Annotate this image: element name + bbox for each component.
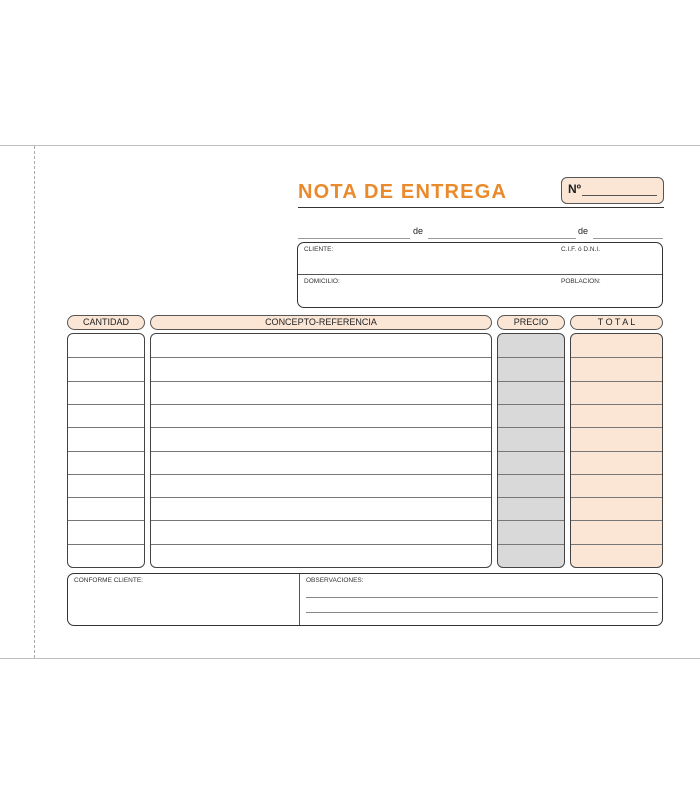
header-total: T O T A L — [570, 315, 663, 330]
table-row-line — [151, 357, 491, 358]
document-title: NOTA DE ENTREGA — [298, 181, 508, 203]
column-concepto[interactable] — [150, 333, 492, 568]
perforation-line — [34, 146, 35, 658]
date-day-field[interactable] — [298, 230, 410, 239]
table-row-line — [68, 520, 144, 521]
table-row-line — [498, 357, 564, 358]
table-row-line — [68, 544, 144, 545]
table-row-line — [68, 451, 144, 452]
observation-line[interactable] — [306, 597, 658, 598]
table-row-line — [571, 381, 662, 382]
header-concepto: CONCEPTO-REFERENCIA — [150, 315, 492, 330]
table-row-line — [151, 520, 491, 521]
observaciones-label: OBSERVACIONES: — [306, 577, 364, 584]
table-row-line — [498, 451, 564, 452]
table-row-line — [151, 474, 491, 475]
table-row-line — [571, 451, 662, 452]
client-info-box — [297, 242, 663, 308]
conforme-label: CONFORME CLIENTE: — [74, 577, 143, 584]
table-row-line — [151, 497, 491, 498]
column-total[interactable] — [570, 333, 663, 568]
date-separator-2: de — [578, 226, 589, 236]
table-row-line — [571, 497, 662, 498]
header-cantidad: CANTIDAD — [67, 315, 145, 330]
table-row-line — [68, 474, 144, 475]
table-row-line — [498, 520, 564, 521]
table-row-line — [571, 404, 662, 405]
column-cantidad[interactable] — [67, 333, 145, 568]
table-row-line — [151, 404, 491, 405]
table-row-line — [498, 497, 564, 498]
number-line — [582, 195, 657, 196]
table-row-line — [498, 427, 564, 428]
table-row-line — [571, 357, 662, 358]
table-row-line — [151, 427, 491, 428]
table-row-line — [571, 520, 662, 521]
table-row-line — [68, 497, 144, 498]
domicilio-label: DOMICILIO: — [304, 278, 340, 285]
table-row-line — [68, 357, 144, 358]
table-row-line — [151, 451, 491, 452]
table-row-line — [68, 381, 144, 382]
date-separator-1: de — [413, 226, 424, 236]
date-year-field[interactable] — [593, 230, 663, 239]
table-row-line — [498, 544, 564, 545]
table-row-line — [498, 404, 564, 405]
table-row-line — [151, 544, 491, 545]
poblacion-label: POBLACION: — [561, 278, 601, 285]
client-box-divider — [298, 274, 662, 275]
table-row-line — [151, 381, 491, 382]
cliente-label: CLIENTE: — [304, 246, 334, 253]
table-row-line — [68, 427, 144, 428]
date-month-field[interactable] — [428, 230, 576, 239]
table-row-line — [571, 544, 662, 545]
title-underline — [298, 207, 664, 208]
footer-divider — [299, 574, 300, 625]
column-precio[interactable] — [497, 333, 565, 568]
delivery-note-form — [0, 145, 700, 659]
number-label: Nº — [568, 182, 582, 196]
table-row-line — [498, 381, 564, 382]
table-row-line — [571, 474, 662, 475]
cif-label: C.I.F. ó D.N.I. — [561, 246, 601, 253]
header-precio: PRECIO — [497, 315, 565, 330]
table-row-line — [571, 427, 662, 428]
table-row-line — [498, 474, 564, 475]
signature-observations-box — [67, 573, 663, 626]
table-row-line — [68, 404, 144, 405]
number-field[interactable] — [561, 177, 664, 204]
observation-line[interactable] — [306, 612, 658, 613]
